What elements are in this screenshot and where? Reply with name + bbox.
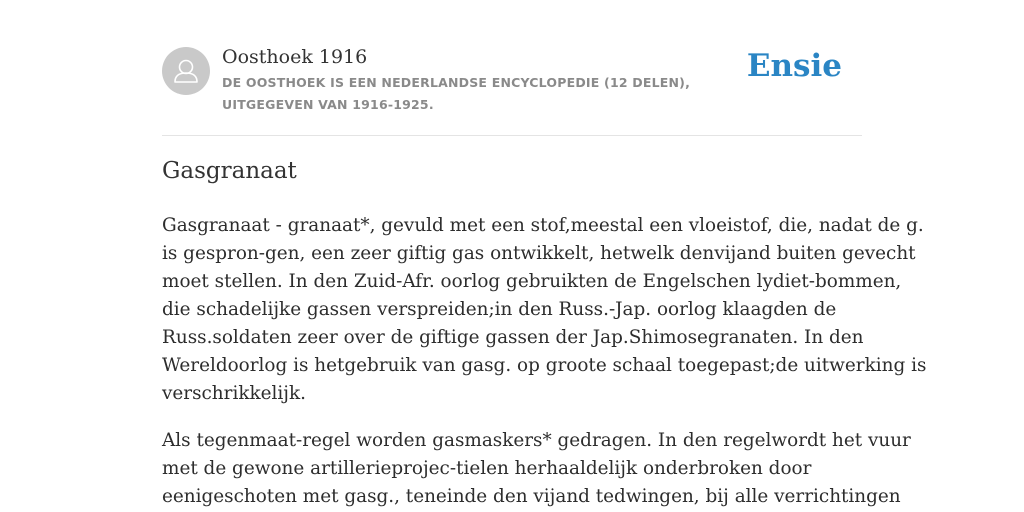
paragraph-line: eenigeschoten met gasg., teneinde den vijand tedwingen, bij alle verrichtingen [162,486,901,507]
paragraph-line: Wereldoorlog is hetgebruik van gasg. op groote schaal toegepast;de uitwerking is [162,355,927,376]
paragraph-line: Als tegenmaat-regel worden gasmaskers* gedragen. In den regelwordt het vuur [162,430,911,451]
article-body [162,212,927,512]
paragraph-line: verschrikkelijk. [162,383,306,404]
header-divider [162,135,862,136]
source-title[interactable]: Oosthoek 1916 [222,46,368,68]
source-description: DE OOSTHOEK IS EEN NEDERLANDSE ENCYCLOPEDIE (12 DELEN), UITGEGEVEN VAN 1916-1925. [222,75,691,112]
paragraph-line: Russ.soldaten zeer over de giftige gassen der Jap.Shimosegranaten. In den [162,327,864,348]
paragraph-line: moet stellen. In den Zuid-Afr. oorlog gebruikten de Engelschen lydiet-bommen, [162,271,902,292]
article-title: Gasgranaat [162,158,297,184]
article-paragraph [162,427,911,511]
source-avatar[interactable] [162,47,210,95]
paragraph-line: die schadelijke gassen verspreiden;in den Russ.-Jap. oorlog klaagden de [162,299,837,320]
brand-logo[interactable]: Ensie [746,48,842,84]
user-icon [162,47,210,95]
paragraph-line: Gasgranaat - granaat*, gevuld met een stof,meestal een vloeistof, die, nadat de g. [162,215,924,236]
paragraph-line: met de gewone artillerieprojec-tielen herhaaldelijk onderbroken door [162,458,812,479]
source-header [162,44,862,116]
article-paragraph [162,212,927,408]
paragraph-line: is gespron-gen, een zeer giftig gas ontwikkelt, hetwelk denvijand buiten gevecht [162,243,916,264]
